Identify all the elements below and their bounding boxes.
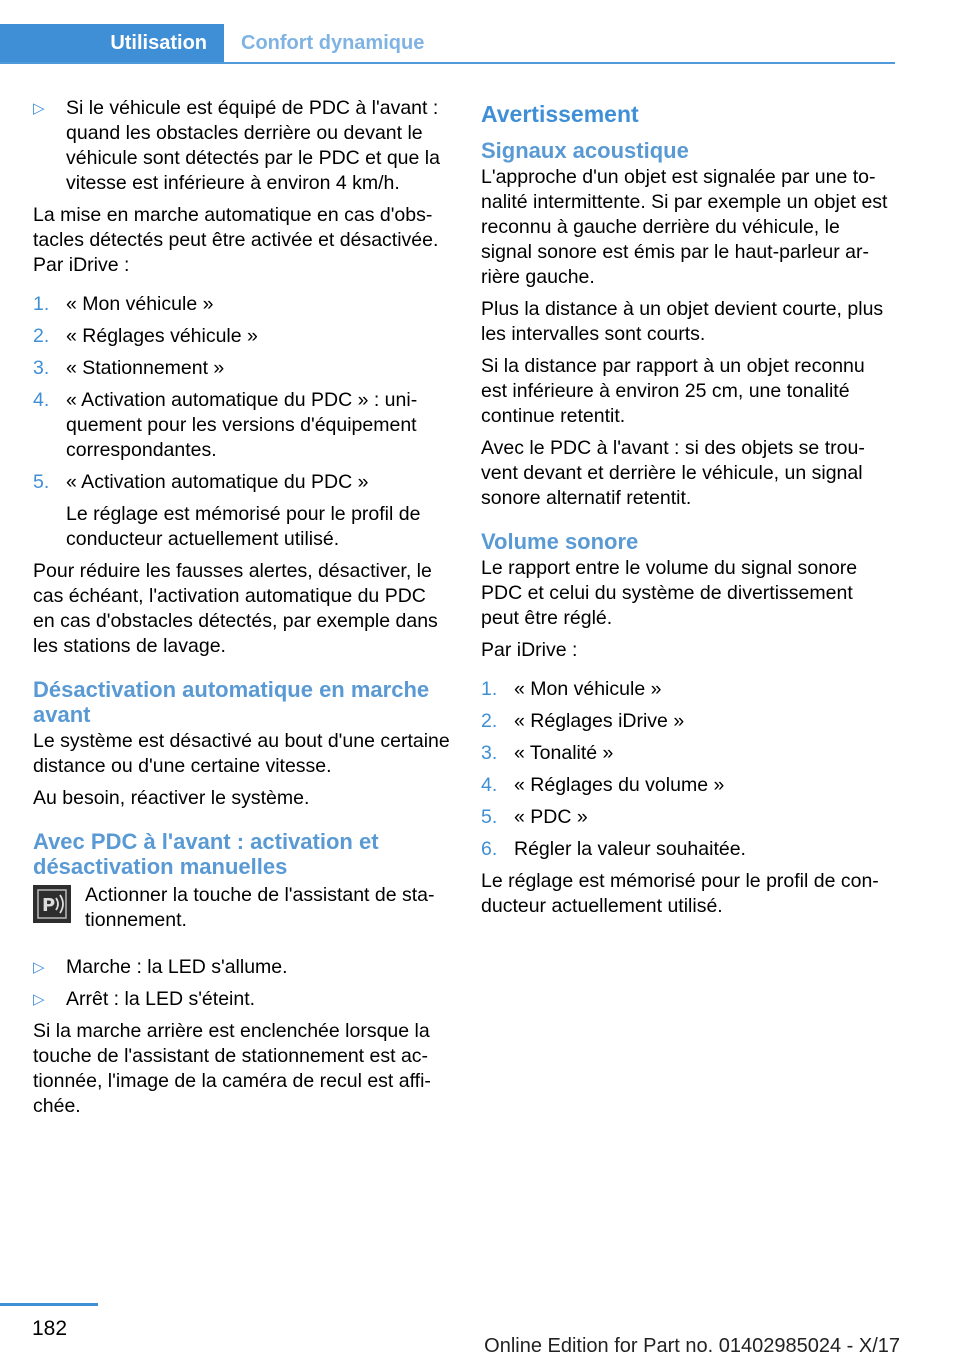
page-number: 182 <box>32 1317 68 1340</box>
step-number: 6. <box>481 838 498 860</box>
heading-manual-activation: Avec PDC à l'avant : activation et désactivation manuelles <box>33 829 379 879</box>
parking-button-instruction <box>33 883 451 933</box>
paragraph-auto-deactivation: Le système est désactivé au bout d'une certaine distance ou d'une certaine vitesse. <box>33 730 450 777</box>
list-item <box>481 677 893 702</box>
list-item <box>33 388 451 463</box>
header-tabs <box>0 0 895 64</box>
edition-note: Online Edition for Part no. 01402985024 - X/17 <box>484 1335 900 1357</box>
list-item <box>33 324 451 349</box>
paragraph-volume: Le rapport entre le volume du signal sonore PDC et celui du système de divertissement peut être réglé. <box>481 557 858 629</box>
triangle-right-icon: ▷ <box>33 100 45 117</box>
step-text: « Stationnement » <box>66 357 225 379</box>
bullet-front-pdc <box>33 96 451 196</box>
step-text: Régler la valeur souhaitée. <box>514 838 746 860</box>
step-text: « Mon véhicule » <box>66 293 214 315</box>
step-text: « Réglages iDrive » <box>514 710 685 732</box>
instruction-text: Actionner la touche de l'assistant de stationnement. <box>85 884 435 931</box>
step-text: « Réglages véhicule » <box>66 325 258 347</box>
paragraph-signal-2: Plus la distance à un objet devient courte, plus les intervalles sont courts. <box>481 298 884 345</box>
paragraph-reverse-camera: Si la marche arrière est enclenchée lorsque la touche de l'assistant de stationnement est actionnée, l'image de la caméra de recul est affichée. <box>33 1020 431 1117</box>
step-number: 2. <box>33 325 50 347</box>
list-item <box>33 356 451 381</box>
bullet-text: Marche : la LED s'allume. <box>66 956 288 978</box>
tab-utilisation-label: Utilisation <box>110 31 207 54</box>
left-column <box>33 96 451 1126</box>
steps-list-volume <box>481 677 893 862</box>
paragraph-false-alerts: Pour réduire les fausses alertes, désactiver, le cas échéant, l'activation automatique du PDC en cas d'obstacles détectés, par exemple dans les stations de lavage. <box>33 560 438 657</box>
paragraph-signal-1: L'approche d'un objet est signalée par une tonalité intermittente. Si par exemple un objet est reconnu à gauche derrière du véhicule, le signal sonore est émis par le haut-parleur arrière gauche. <box>481 166 888 288</box>
heading-warning: Avertissement <box>481 101 639 127</box>
heading-acoustic-signals: Signaux acoustique <box>481 138 689 163</box>
right-column <box>481 96 893 926</box>
list-item <box>481 773 893 798</box>
list-item <box>481 837 893 862</box>
paragraph-signal-3: Si la distance par rapport à un objet reconnu est inférieure à environ 25 cm, une tonalité continue retentit. <box>481 355 865 427</box>
step-text: « Réglages du volume » <box>514 774 725 796</box>
heading-auto-deactivation: Désactivation automatique en marche avant <box>33 677 430 727</box>
steps-list-vehicle <box>33 292 451 552</box>
step-number: 1. <box>33 293 50 315</box>
step-number: 3. <box>33 357 50 379</box>
bullet-text: Arrêt : la LED s'éteint. <box>66 988 256 1010</box>
triangle-right-icon: ▷ <box>33 959 45 976</box>
step-text: « Activation automatique du PDC » : uniquement pour les versions d'équipement correspondantes. <box>66 389 418 461</box>
bullet-on <box>33 955 451 980</box>
step-number: 5. <box>33 471 50 493</box>
step-text: « Tonalité » <box>514 742 614 764</box>
paragraph-auto-activation: La mise en marche automatique en cas d'obstacles détectés peut être activée et désactivée. Par iDrive : <box>33 204 439 276</box>
footer-rule <box>0 1303 98 1306</box>
step-text: « Activation automatique du PDC » <box>66 471 369 493</box>
step-number: 4. <box>33 389 50 411</box>
list-item <box>481 709 893 734</box>
triangle-right-icon: ▷ <box>33 991 45 1008</box>
paragraph-signal-4: Avec le PDC à l'avant : si des objets se trouvent devant et derrière le véhicule, un signal sonore alternatif retentit. <box>481 437 865 509</box>
paragraph-reactivate: Au besoin, réactiver le système. <box>33 787 310 809</box>
step-number: 5. <box>481 806 498 828</box>
step-number: 3. <box>481 742 498 764</box>
bullet-off <box>33 987 451 1012</box>
paragraph-idrive: Par iDrive : <box>481 639 578 661</box>
heading-volume: Volume sonore <box>481 529 639 554</box>
step-number: 2. <box>481 710 498 732</box>
tab-utilisation[interactable] <box>0 24 224 62</box>
step-text: « PDC » <box>514 806 588 828</box>
tab-confort-label: Confort dynamique <box>241 32 425 54</box>
svg-text:P: P <box>42 895 56 916</box>
list-item <box>481 805 893 830</box>
step-note: Le réglage est mémorisé pour le profil de conducteur actuellement utilisé. <box>66 503 421 550</box>
paragraph-saved: Le réglage est mémorisé pour le profil de conducteur actuellement utilisé. <box>481 870 879 917</box>
list-item <box>33 470 451 552</box>
list-item <box>33 292 451 317</box>
step-number: 4. <box>481 774 498 796</box>
step-text: « Mon véhicule » <box>514 678 662 700</box>
parking-assistant-button-icon <box>33 885 71 923</box>
tab-confort-dynamique[interactable] <box>241 24 424 62</box>
list-item <box>481 741 893 766</box>
bullet-text: Si le véhicule est équipé de PDC à l'avant : quand les obstacles derrière ou devant le véhicule sont détectés par le PDC et que la vitesse est inférieure à environ 4 km/h. <box>66 97 440 194</box>
step-number: 1. <box>481 678 498 700</box>
